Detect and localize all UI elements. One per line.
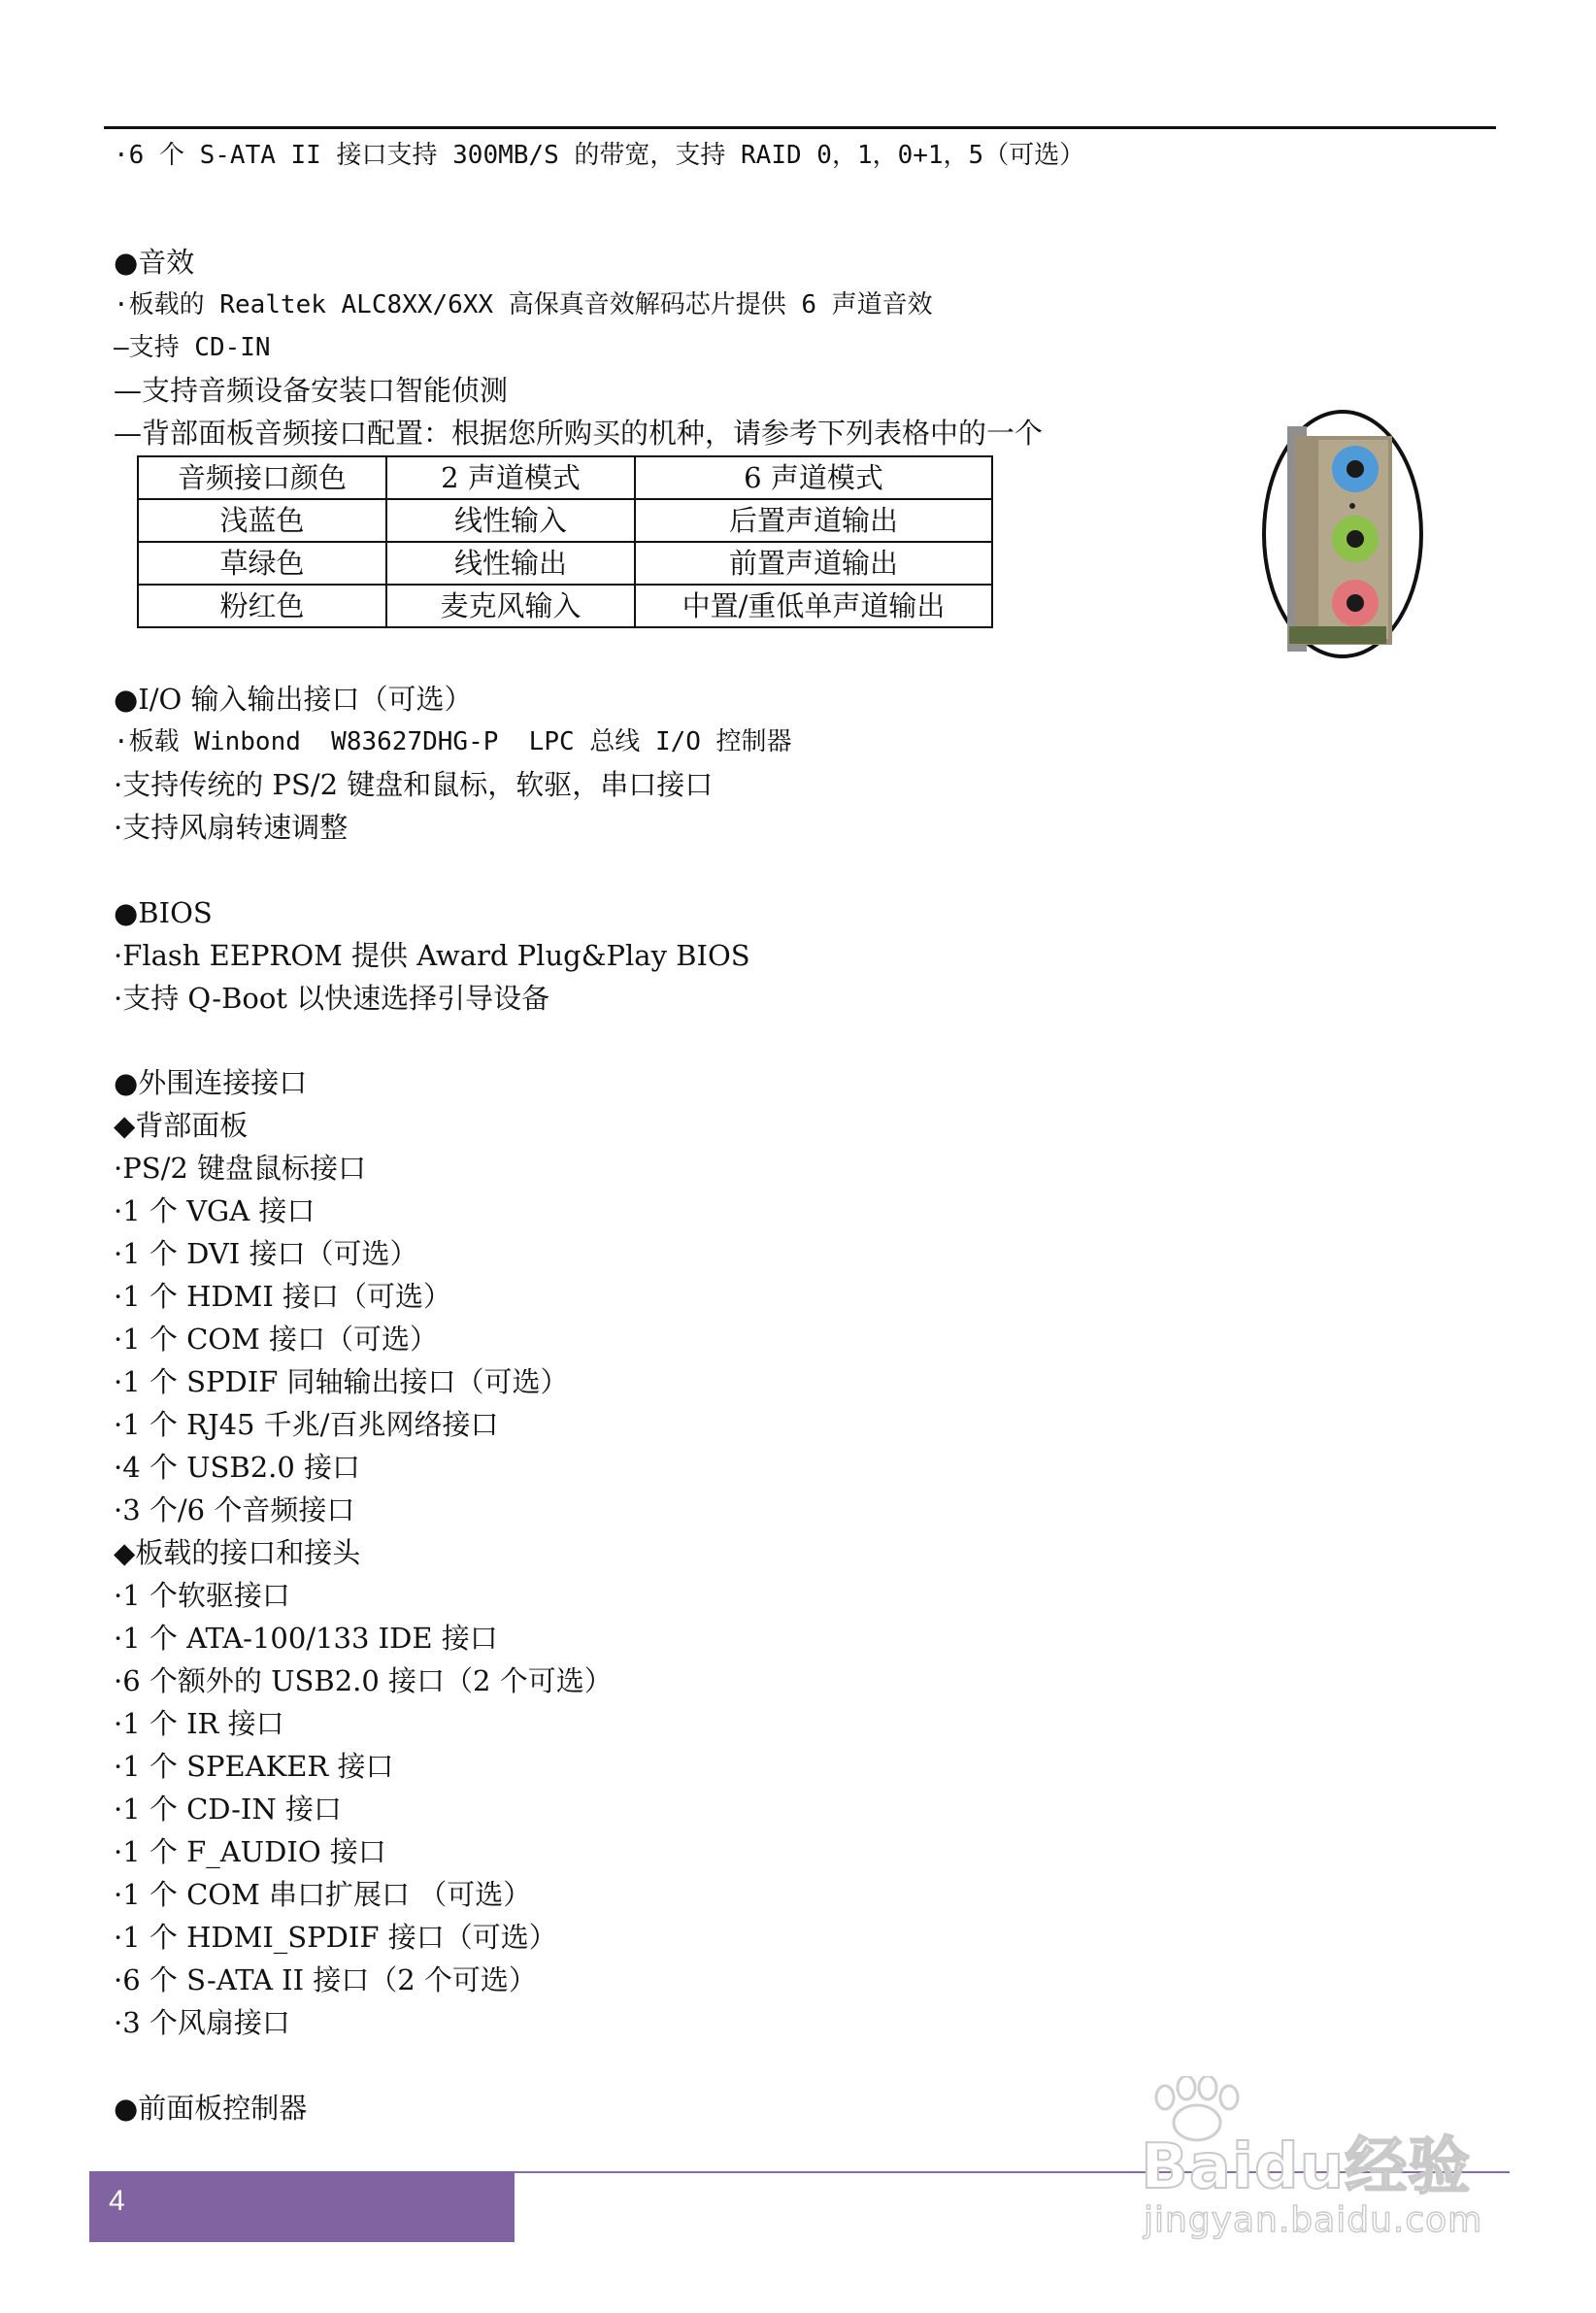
- audio-codec-line: ·板载的 Realtek ALC8XX/6XX 高保真音效解码芯片提供 6 声道音效: [114, 290, 933, 319]
- table-cell: 粉红色: [138, 585, 386, 627]
- table-cell: 线性输出: [386, 542, 635, 585]
- table-header-row: [138, 456, 992, 499]
- watermark-url: jingyan.baidu.com: [1144, 2200, 1483, 2240]
- cd-in-support-line: —支持 CD-IN: [114, 333, 271, 362]
- page-number: 4: [109, 2185, 125, 2217]
- table-cell: 后置声道输出: [635, 499, 992, 542]
- list-item: ·1 个软驱接口: [114, 1579, 290, 1612]
- list-item: ·1 个 HDMI 接口（可选）: [114, 1280, 452, 1313]
- list-item: ·1 个 HDMI_SPDIF 接口（可选）: [114, 1921, 557, 1954]
- list-item: ·6 个 S-ATA II 接口（2 个可选）: [114, 1963, 537, 1996]
- list-item: ·3 个风扇接口: [114, 2006, 290, 2039]
- pcb-edge: [1289, 626, 1386, 644]
- table-cell: 草绿色: [138, 542, 386, 585]
- io-controller-line: ·板载 Winbond W83627DHG-P LPC 总线 I/O 控制器: [114, 727, 792, 756]
- bios-flash-line: ·Flash EEPROM 提供 Award Plug&Play BIOS: [114, 939, 750, 972]
- table-row: [138, 499, 992, 542]
- rear-panel-subheading: ◆背部面板: [114, 1109, 249, 1142]
- jack-detect-line: —支持音频设备安装口智能侦测: [114, 374, 509, 407]
- list-item: ·3 个/6 个音频接口: [114, 1493, 355, 1526]
- section-peripheral-heading: ●外围连接接口: [114, 1066, 308, 1099]
- table-cell: 线性输入: [386, 499, 635, 542]
- table-cell: 麦克风输入: [386, 585, 635, 627]
- qboot-line: ·支持 Q-Boot 以快速选择引导设备: [114, 982, 550, 1015]
- audio-jack-table: [137, 455, 993, 628]
- list-item: ·6 个额外的 USB2.0 接口（2 个可选）: [114, 1664, 613, 1697]
- list-item: ·1 个 IR 接口: [114, 1707, 284, 1740]
- section-front-panel-heading: ●前面板控制器: [114, 2092, 308, 2125]
- section-audio-heading: ●音效: [114, 246, 195, 279]
- jack-pink-hole: [1347, 594, 1364, 612]
- table-row: [138, 542, 992, 585]
- footer-page-tab: [89, 2171, 515, 2242]
- list-item: ·1 个 COM 串口扩展口 （可选）: [114, 1878, 532, 1911]
- table-cell: 中置/重低单声道输出: [635, 585, 992, 627]
- table-header-cell: 音频接口颜色: [138, 456, 386, 499]
- rear-audio-config-line: —背部面板音频接口配置：根据您所购买的机种，请参考下列表格中的一个: [114, 417, 1044, 450]
- audio-jack-photo: [1260, 407, 1425, 661]
- table-cell: 前置声道输出: [635, 542, 992, 585]
- list-item: ·1 个 RJ45 千兆/百兆网络接口: [114, 1408, 499, 1441]
- jack-green-hole: [1347, 530, 1364, 548]
- list-item: ·PS/2 键盘鼠标接口: [114, 1152, 367, 1185]
- list-item: ·4 个 USB2.0 接口: [114, 1451, 361, 1484]
- jack-blue-hole: [1347, 460, 1364, 478]
- list-item: ·1 个 F_AUDIO 接口: [114, 1835, 386, 1868]
- indicator-dot: [1349, 503, 1355, 509]
- watermark-brand: Baidu经验: [1141, 2131, 1472, 2203]
- fan-speed-line: ·支持风扇转速调整: [114, 811, 349, 844]
- header-rule: [104, 126, 1496, 129]
- onboard-subheading: ◆板载的接口和接头: [114, 1536, 361, 1569]
- list-item: ·1 个 VGA 接口: [114, 1194, 316, 1227]
- section-io-heading: ●I/O 输入输出接口（可选）: [114, 683, 473, 716]
- table-header-cell: 6 声道模式: [635, 456, 992, 499]
- sata-raid-line: ·6 个 S-ATA II 接口支持 300MB/S 的带宽，支持 RAID 0，1，0+1，5（可选）: [114, 141, 1085, 170]
- list-item: ·1 个 DVI 接口（可选）: [114, 1237, 418, 1270]
- table-row: [138, 585, 992, 627]
- list-item: ·1 个 COM 接口（可选）: [114, 1323, 438, 1356]
- section-bios-heading: ●BIOS: [114, 896, 213, 929]
- list-item: ·1 个 SPDIF 同轴输出接口（可选）: [114, 1365, 569, 1398]
- table-cell: 浅蓝色: [138, 499, 386, 542]
- list-item: ·1 个 SPEAKER 接口: [114, 1750, 394, 1783]
- table-header-cell: 2 声道模式: [386, 456, 635, 499]
- list-item: ·1 个 ATA-100/133 IDE 接口: [114, 1622, 498, 1655]
- list-item: ·1 个 CD-IN 接口: [114, 1793, 342, 1826]
- ps2-floppy-serial-line: ·支持传统的 PS/2 键盘和鼠标，软驱，串口接口: [114, 768, 714, 801]
